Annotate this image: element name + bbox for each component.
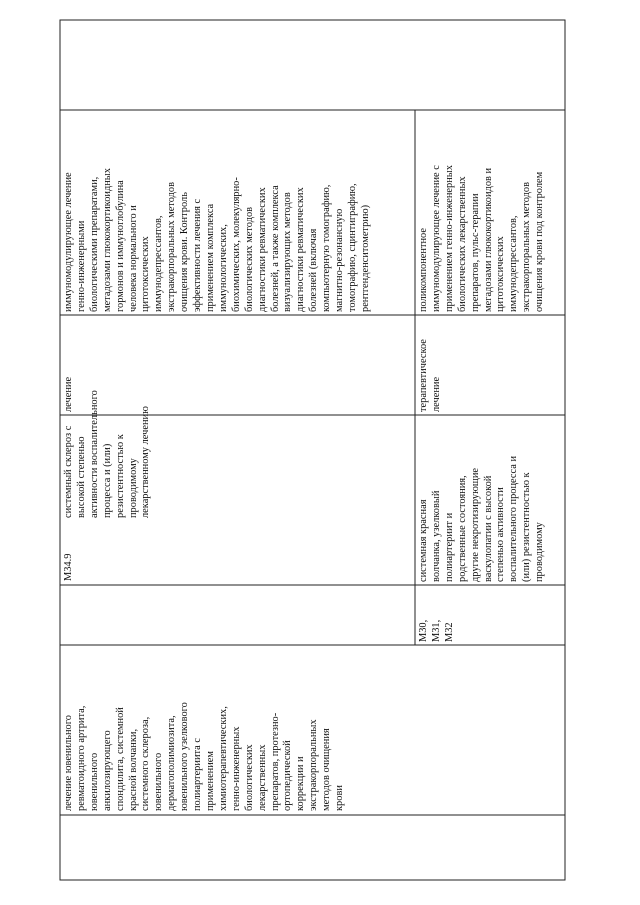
row2-diagnosis: системная красная волчанка, узелковый полиартериит и родственные состояния, другие некротизирующие васкулопатии с высокой степенью активности воспалительного процесса и (или) резистентностью к проводимому xyxy=(418,455,546,582)
row1-codes: M34.9 xyxy=(63,553,74,581)
row1-treatment-type: лечение xyxy=(63,376,74,412)
rotated-table-content xyxy=(60,165,560,880)
row2-method: поликомпонентное иммуномодулирующее лечение с применением генно-инженерных биологических лекарственных препаратов, пульс-терапии мегадозами глюкокортикоидов и цитотоксических иммунодепрессантов, экстракорпоральных методов очищения крови под контролем xyxy=(418,165,546,312)
row1-method-name: лечение ювенильного ревматоидного артрита, ювенильного анкилозирующего спондилита, системной красной волчанки, системного склероза, ювенильного дерматополимиозита, ювенильного узелкового полиартериита с применением химиотерапевтических, генно-инженерных биологических лекарственных препаратов, протезно- ортопедической коррекции и экстракорпоральных методов очищения крови xyxy=(63,702,346,811)
row1-method: иммуномодулирующее лечение генно-инженерными биологическими препаратами, метадозами глюкокортикоидных гормонов и иммуноглобулина человека нормального и цитотоксических иммунодепрессантов, экстракорпоральных методов очищения крови. Контроль эффективности лечения с применением комплекса иммунологических, биохимических, молекулярно- биологических методов диагностики ревматических болезней, а также комплекса визуализирующих методов диагностики ревматических болезней (включая компьютерную томографию, магнитно-резонансную томографию, сцинтиграфию, рентгенденситометрию) xyxy=(63,168,371,312)
row2-codes: M30, M31, M32 xyxy=(418,619,455,642)
row1-diagnosis: системный склероз с высокой степенью активности воспалительного процесса и (или) резистентностью к проводимому лекарственному лечению xyxy=(63,390,152,518)
row2-treatment-type: терапевтическое лечение xyxy=(418,339,442,412)
